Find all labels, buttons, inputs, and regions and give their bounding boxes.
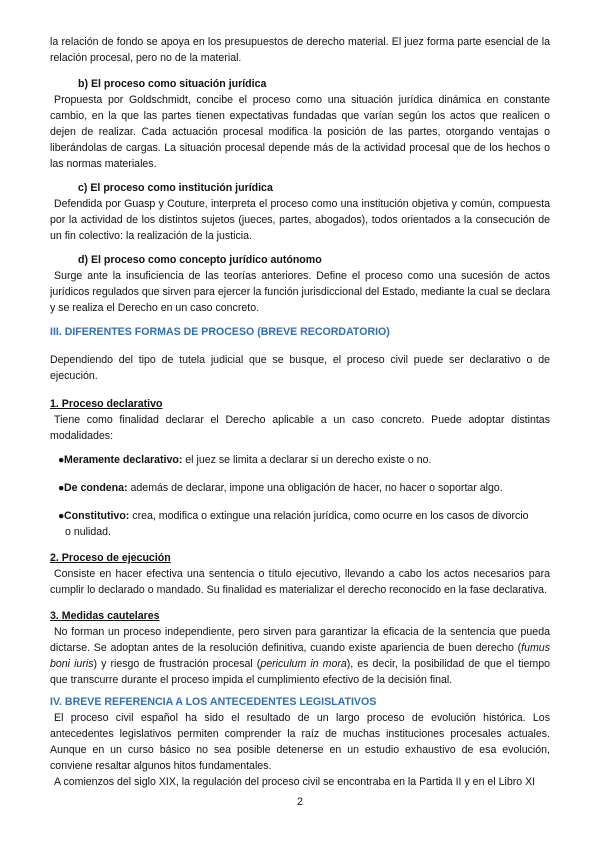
heading-medidas-cautelares: 3. Medidas cautelares (50, 610, 160, 622)
heading-c: c) El proceso como institución jurídica (78, 182, 273, 194)
section-iii-intro: Dependiendo del tipo de tutela judicial que se busque, el proceso civil puede ser declarativo o de ejecución. (50, 354, 550, 382)
bullet-icon: ● (58, 510, 65, 522)
bullet-text: el juez se limita a declarar si un derecho existe o no. (182, 454, 432, 466)
section-iv-paragraph-2: A comienzos del siglo XIX, la regulación del proceso civil se encontraba en la Partida II y en el Libro XI (54, 776, 536, 788)
bullet-constitutivo (58, 508, 550, 540)
paragraph-b: Propuesta por Goldschmidt, concibe el proceso como una situación jurídica dinámica en constante cambio, en la que las partes tienen expectativas fundadas que varían según los actos que realicen o dejen de realizar. Cada actuación procesal modifica la posición de las partes, otorgando ventajas o liberándolas de cargas. La situación procesal depende más de la actividad procesal que de los hechos o las normas materiales. (50, 94, 550, 170)
bullet-de-condena (58, 480, 550, 496)
paragraph-c: Defendida por Guasp y Couture, interpreta el proceso como una institución objetiva y común, compuesta por la actividad de los distintos sujetos (jueces, partes, abogados), todos orientados a la consecución de un fin colectivo: la realización de la justicia. (50, 198, 550, 242)
section-title-iii: III. DIFERENTES FORMAS DE PROCESO (BREVE RECORDATORIO) (50, 326, 390, 338)
cautelares-text-c: ), es decir, la posibilidad de que el tiempo que transcurre durante el proceso impida el cumplimiento efectivo de la decisión final. (50, 658, 550, 686)
paragraph-d: Surge ante la insuficiencia de las teorías anteriores. Define el proceso como una sucesión de actos jurídicos regulados que sirven para ejercer la función jurisdiccional del Estado, mediante la cual se declara y se realiza el Derecho en un caso concreto. (50, 270, 550, 314)
bullet-text-continuation: o nulidad. (65, 526, 111, 538)
heading-b: b) El proceso como situación jurídica (78, 78, 267, 90)
latin-term-fumus: fumus boni iuris (50, 642, 550, 670)
bullet-meramente-declarativo (58, 452, 550, 468)
paragraph-declarativo: Tiene como finalidad declarar el Derecho aplicable a un caso concreto. Puede adoptar distintas modalidades: (50, 414, 550, 442)
bullet-text: además de declarar, impone una obligación de hacer, no hacer o soportar algo. (127, 482, 503, 494)
latin-term-periculum: periculum in mora (260, 658, 347, 670)
bullet-text: crea, modifica o extingue una relación jurídica, como ocurre en los casos de divorcio (129, 510, 529, 522)
cautelares-text-a: No forman un proceso independiente, pero sirven para garantizar la eficacia de la sentencia que pueda dictarse. Se adoptan antes de la resolución definitiva, cuando existe apariencia de buen derecho ( (50, 626, 550, 654)
section-title-iv: IV. BREVE REFERENCIA A LOS ANTECEDENTES LEGISLATIVOS (50, 696, 377, 708)
heading-proceso-declarativo: 1. Proceso declarativo (50, 398, 163, 410)
bullet-icon: ● (58, 454, 65, 466)
bullet-label: Meramente declarativo: (64, 454, 183, 466)
cautelares-text-b: ) y riesgo de frustración procesal ( (93, 658, 261, 670)
paragraph-ejecucion: Consiste en hacer efectiva una sentencia o título ejecutivo, llevando a cabo los actos necesarios para cumplir lo declarado o mandado. Su finalidad es materializar el derecho reconocido en la fase declarativa. (50, 568, 550, 596)
intro-paragraph: la relación de fondo se apoya en los presupuestos de derecho material. El juez forma parte esencial de la relación procesal, pero no de la material. (50, 36, 550, 64)
bullet-icon: ● (58, 482, 65, 494)
paragraph-cautelares (50, 624, 550, 688)
section-iv-paragraph-1: El proceso civil español ha sido el resultado de un largo proceso de evolución histórica. Los antecedentes legislativos permiten comprender la raíz de muchas instituciones procesales actuales. Aunque en un curso básico no sea posible detenerse en un estudio exhaustivo de esa evolución, conviene resaltar algunos hitos fundamentales. (50, 712, 550, 772)
heading-d: d) El proceso como concepto jurídico autónomo (78, 254, 322, 266)
page-number: 2 (297, 796, 303, 808)
bullet-label: Constitutivo: (64, 510, 130, 522)
bullet-label: De condena: (64, 482, 128, 494)
heading-proceso-ejecucion: 2. Proceso de ejecución (50, 552, 171, 564)
